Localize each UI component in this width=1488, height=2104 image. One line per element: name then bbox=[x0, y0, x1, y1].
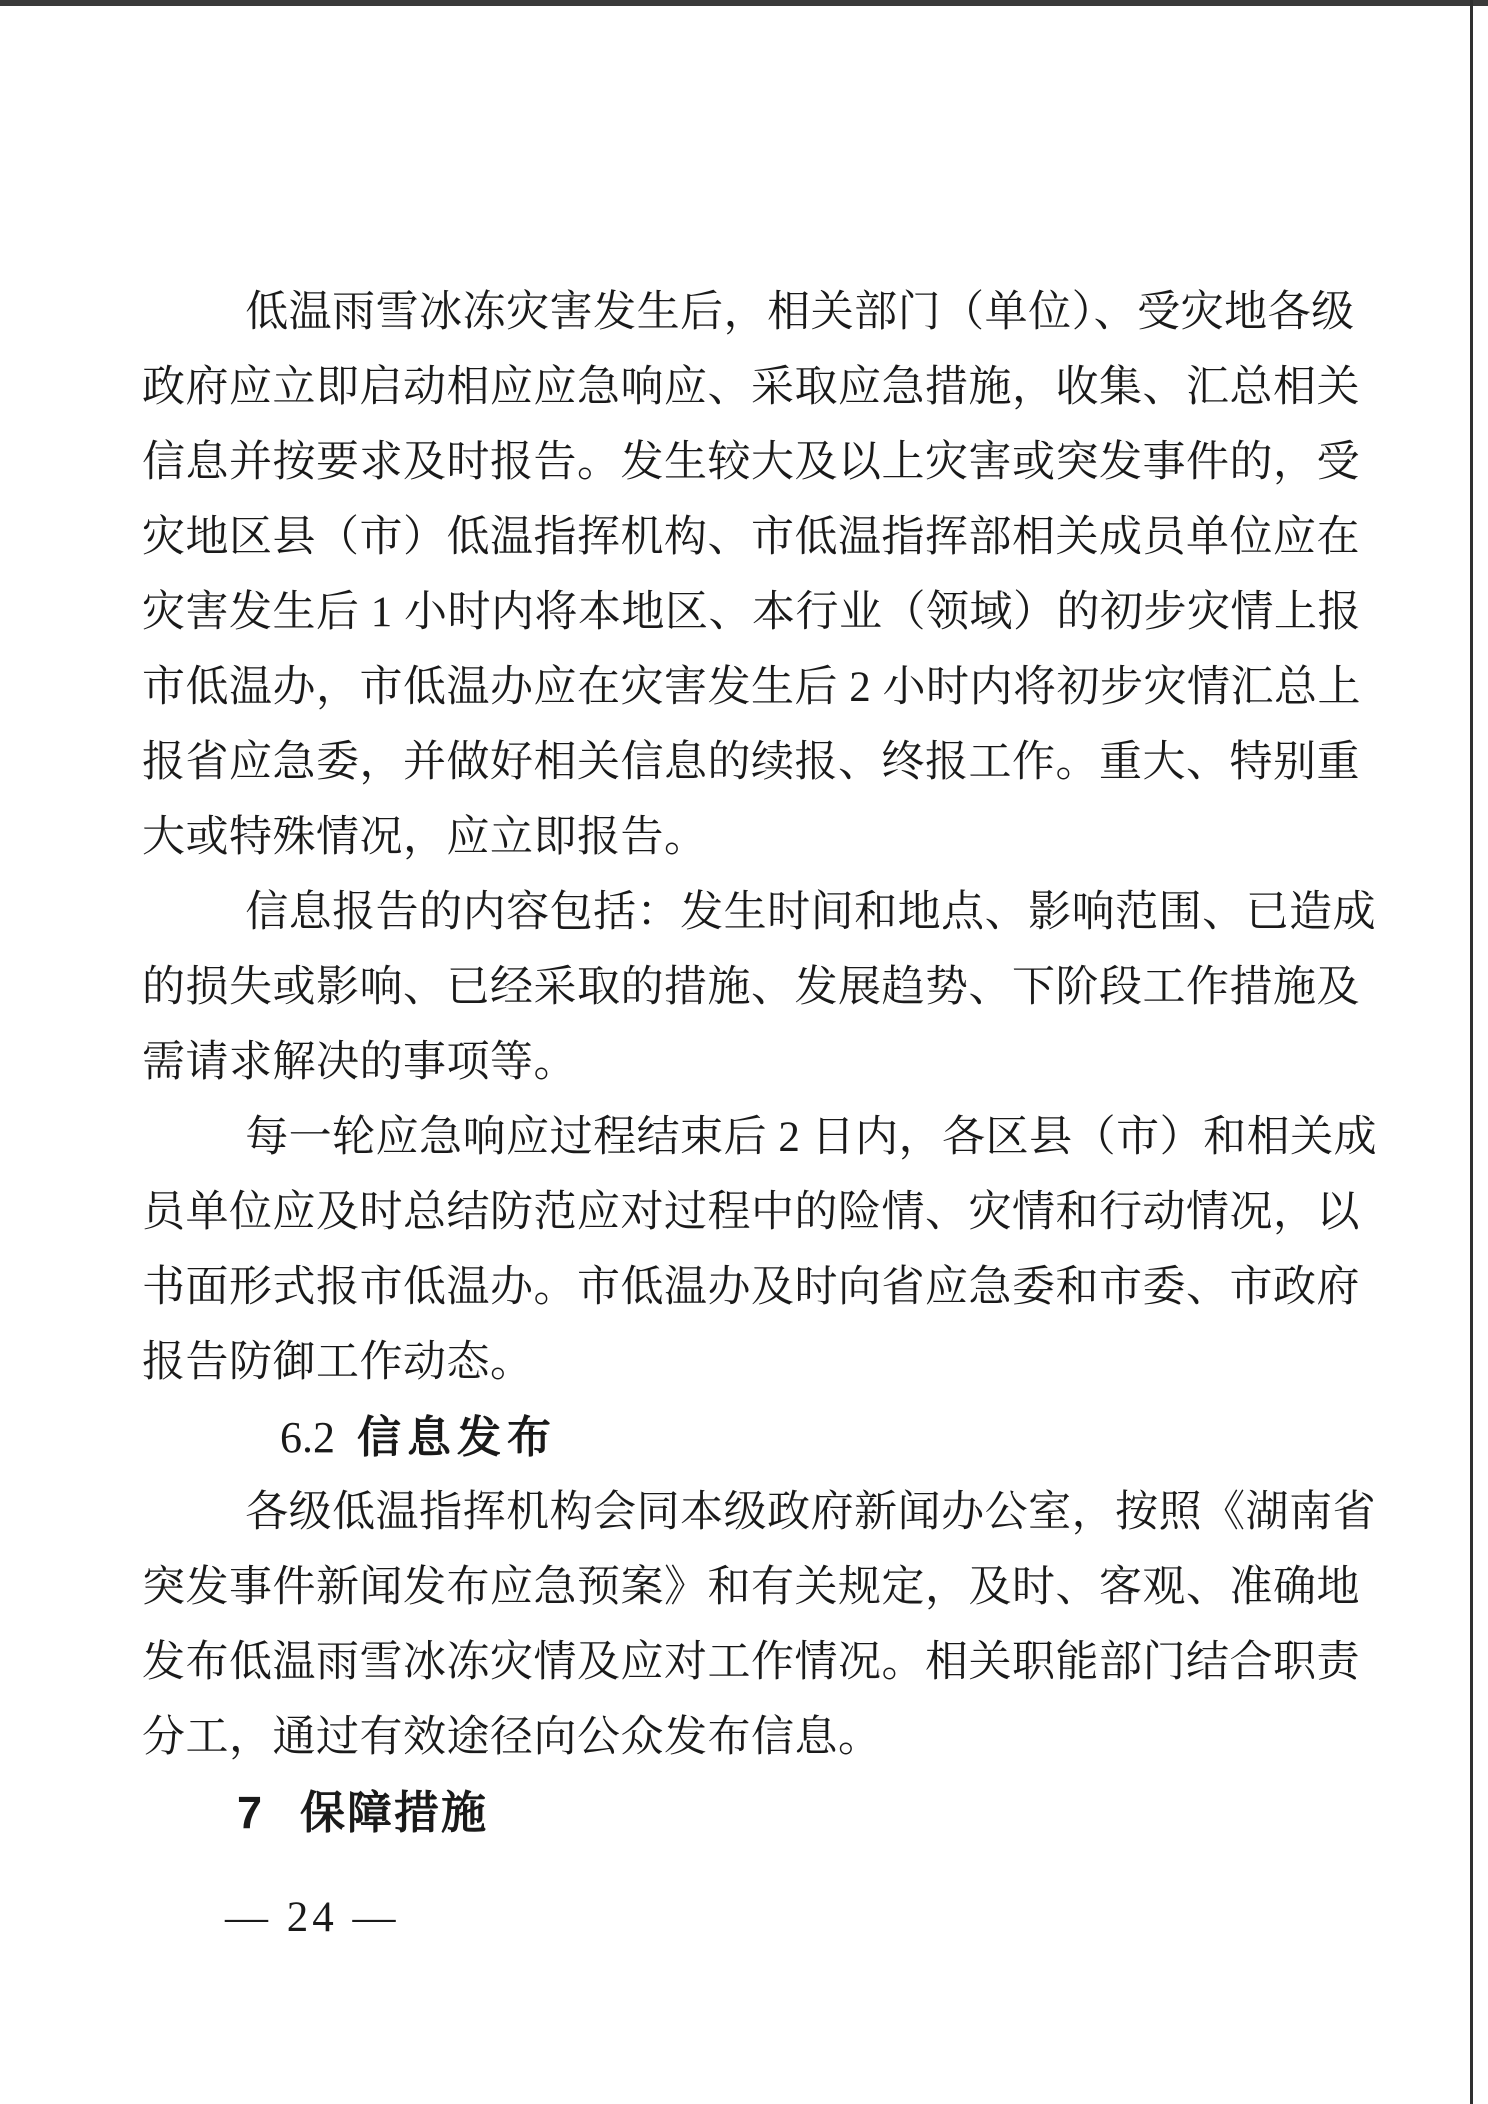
text-line: 政府应立即启动相应应急响应、采取应急措施，收集、汇总相关 bbox=[142, 364, 1360, 411]
heading-6-2-information-release bbox=[280, 1400, 1348, 1475]
document-body bbox=[142, 275, 1378, 1850]
heading-title: 保障措施 bbox=[300, 1787, 489, 1838]
text-line: 信息并按要求及时报告。发生较大及以上灾害或突发事件的，受 bbox=[142, 439, 1360, 486]
text-line: 市低温办，市低温办应在灾害发生后 2 小时内将初步灾情汇总上 bbox=[142, 664, 1361, 711]
text-line: 各级低温指挥机构会同本级政府新闻办公室，按照《湖南省 bbox=[245, 1489, 1377, 1536]
text-line: 书面形式报市低温办。市低温办及时向省应急委和市委、市政府 bbox=[142, 1264, 1360, 1311]
text-line: 需请求解决的事项等。 bbox=[142, 1039, 577, 1086]
text-line: 大或特殊情况，应立即报告。 bbox=[142, 814, 708, 861]
text-line: 低温雨雪冰冻灾害发生后，相关部门（单位）、受灾地各级 bbox=[245, 289, 1355, 336]
text-line: 信息报告的内容包括：发生时间和地点、影响范围、已造成 bbox=[245, 889, 1377, 936]
text-line: 突发事件新闻发布应急预案》和有关规定，及时、客观、准确地 bbox=[142, 1564, 1360, 1611]
heading-number: 7 bbox=[237, 1787, 263, 1838]
paragraph-report-content bbox=[142, 875, 1377, 1100]
heading-7-safeguard-measures bbox=[237, 1775, 1348, 1850]
paragraph-response-summary bbox=[142, 1100, 1378, 1400]
page-right-edge-line bbox=[1470, 0, 1473, 2104]
text-line: 每一轮应急响应过程结束后 2 日内，各区县（市）和相关成 bbox=[245, 1114, 1378, 1161]
text-line: 分工，通过有效途径向公众发布信息。 bbox=[142, 1714, 882, 1761]
paragraph-information-release bbox=[142, 1475, 1377, 1775]
text-line: 灾害发生后 1 小时内将本地区、本行业（领域）的初步灾情上报 bbox=[142, 589, 1361, 636]
heading-title: 信息发布 bbox=[357, 1413, 557, 1462]
text-line: 报告防御工作动态。 bbox=[142, 1339, 534, 1386]
heading-number: 6.2 bbox=[280, 1413, 335, 1462]
paragraph-disaster-reporting bbox=[142, 275, 1361, 875]
page-number: — 24 — bbox=[225, 1894, 400, 1941]
text-line: 的损失或影响、已经采取的措施、发展趋势、下阶段工作措施及 bbox=[142, 964, 1360, 1011]
text-line: 灾地区县（市）低温指挥机构、市低温指挥部相关成员单位应在 bbox=[142, 514, 1360, 561]
page-top-edge-line bbox=[0, 0, 1488, 6]
text-line: 员单位应及时总结防范应对过程中的险情、灾情和行动情况，以 bbox=[142, 1189, 1360, 1236]
text-line: 发布低温雨雪冰冻灾情及应对工作情况。相关职能部门结合职责 bbox=[142, 1639, 1360, 1686]
text-line: 报省应急委，并做好相关信息的续报、终报工作。重大、特别重 bbox=[142, 739, 1360, 786]
